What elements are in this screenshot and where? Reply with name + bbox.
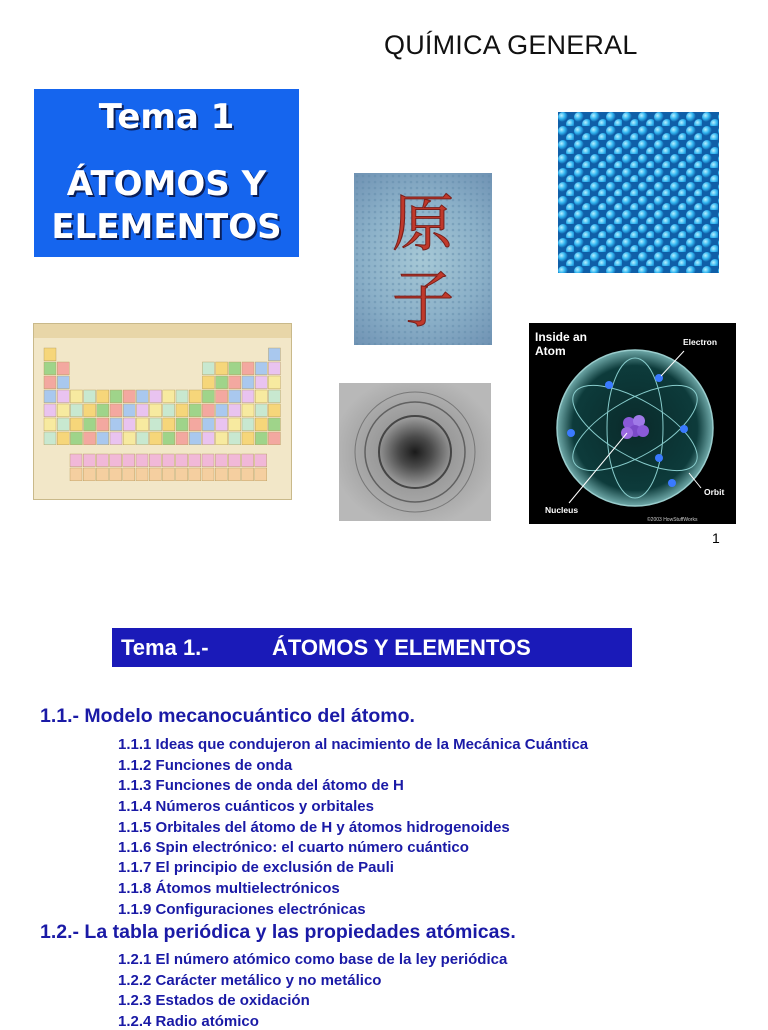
tema-title-line2: ELEMENTOS	[51, 207, 282, 247]
kanji-char-1: 原	[391, 187, 455, 260]
list-item: 1.1.5 Orbitales del átomo de H y átomos hidrogenoides	[118, 819, 510, 836]
atom-credit: ©2003 HowStuffWorks	[647, 517, 698, 523]
tema-title-box	[34, 89, 299, 257]
list-item: 1.2.2 Carácter metálico y no metálico	[118, 972, 382, 989]
tema-title	[34, 163, 299, 249]
list-item: 1.1.8 Átomos multielectrónicos	[118, 880, 340, 897]
list-item: 1.1.3 Funciones de onda del átomo de H	[118, 777, 404, 794]
electron-diffraction-image	[339, 383, 491, 521]
list-item: 1.1.9 Configuraciones electrónicas	[118, 901, 366, 918]
periodic-table-image	[33, 323, 292, 500]
course-title: QUÍMICA GENERAL	[384, 30, 638, 60]
list-item: 1.1.2 Funciones de onda	[118, 757, 293, 774]
atomic-lattice-image	[558, 112, 719, 273]
list-item: 1.2.3 Estados de oxidación	[118, 992, 310, 1009]
slide2-header-bar	[112, 628, 632, 667]
atom-heading-line2: Atom	[535, 344, 566, 358]
tema-label: Tema 1	[98, 97, 235, 137]
kanji-atom-image	[354, 173, 492, 345]
section-title: 1.2.- La tabla periódica y las propiedades atómicas.	[40, 921, 516, 943]
list-item: 1.1.1 Ideas que condujeron al nacimiento de la Mecánica Cuántica	[118, 736, 589, 753]
list-item: 1.2.4 Radio atómico	[118, 1013, 259, 1030]
kanji-char-2: 子	[391, 263, 455, 336]
tema-title-line1: ÁTOMOS Y	[66, 164, 267, 204]
list-item: 1.1.6 Spin electrónico: el cuarto número cuántico	[118, 839, 469, 856]
section-title: 1.1.- Modelo mecanocuántico del átomo.	[40, 705, 415, 727]
slide2-header-title: ÁTOMOS Y ELEMENTOS	[272, 635, 531, 660]
atom-heading-line1: Inside an	[535, 330, 588, 344]
list-item: 1.1.7 El principio de exclusión de Pauli	[118, 859, 394, 876]
page-number: 1	[712, 530, 720, 546]
atom-label-nucleus: Nucleus	[545, 505, 579, 515]
atom-label-orbit: Orbit	[704, 487, 725, 497]
slide2-header-number: Tema 1.-	[121, 635, 209, 660]
list-item: 1.2.1 El número atómico como base de la ley periódica	[118, 951, 508, 968]
list-item: 1.1.4 Números cuánticos y orbitales	[118, 798, 374, 815]
inside-an-atom-image	[529, 323, 736, 524]
atom-label-electron: Electron	[683, 337, 718, 347]
